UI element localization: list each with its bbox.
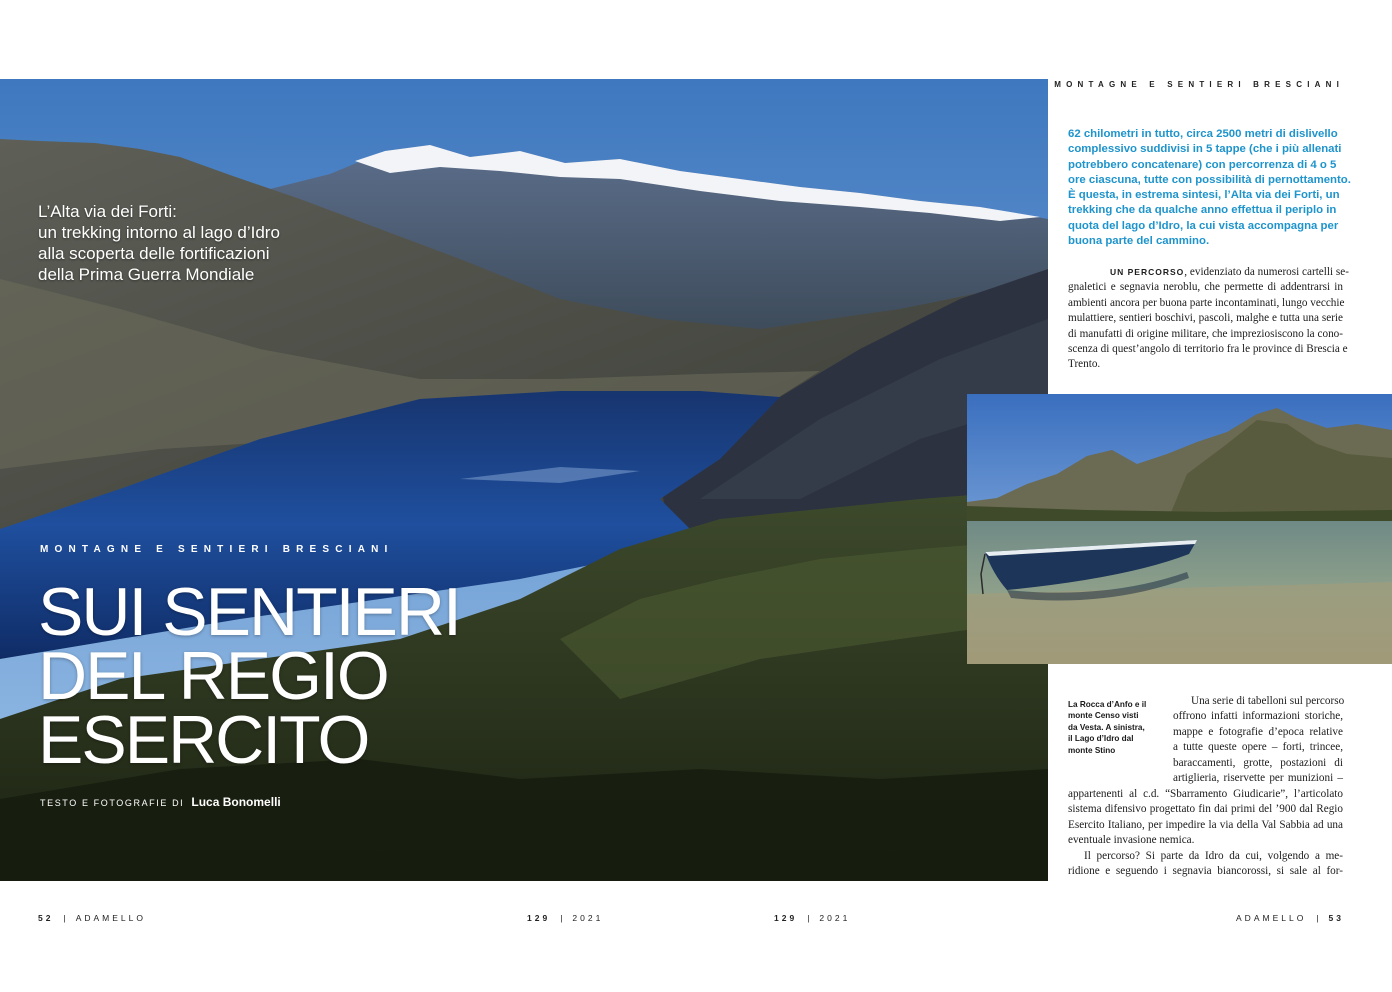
- body-line-rest: , evidenziato da numerosi cartelli se-: [1184, 266, 1349, 278]
- body-line: offrono infatti informazioni storiche,: [1173, 710, 1343, 723]
- lede-line: potrebbero concatenare) con percorrenza di 4 o 5: [1068, 158, 1337, 171]
- article-title: [38, 574, 460, 778]
- footer-right-issue: 129 | 2021: [774, 913, 851, 923]
- hero-intro-line: alla scoperta delle fortificazioni: [38, 244, 270, 263]
- magazine-name-left: ADAMELLO: [75, 913, 146, 923]
- body-line: mappe e fotografie d’epoca relative: [1173, 725, 1343, 738]
- footer-left-issue: 129 | 2021: [527, 913, 604, 923]
- paragraph-lead-in: UN PERCORSO: [1110, 267, 1185, 277]
- caption-line: monte Stino: [1068, 745, 1116, 755]
- caption-line: da Vesta. A sinistra,: [1068, 722, 1145, 732]
- credit-author: Luca Bonomelli: [191, 795, 281, 809]
- footer-left-page: 52 | ADAMELLO: [38, 913, 146, 923]
- lede-line: 62 chilometri in tutto, circa 2500 metri di dislivello: [1068, 128, 1338, 140]
- issue-year-right: 2021: [819, 913, 851, 923]
- body-line: Esercito Italiano, per impedire la via della Val Sabbia ad una: [1068, 818, 1343, 831]
- body-line: scenza di quest’angolo di territorio fra le province di Brescia e: [1068, 343, 1348, 356]
- body-line: eventuale invasione nemica.: [1068, 834, 1195, 847]
- body-paragraph-1: [1068, 265, 1349, 373]
- caption-line: La Rocca d’Anfo e il: [1068, 700, 1147, 709]
- lede-line: complessivo suddivisi in 5 tappe (che i più allenati: [1068, 143, 1342, 156]
- hero-intro-line: L’Alta via dei Forti:: [38, 202, 177, 221]
- inset-photo-image: [967, 394, 1392, 664]
- body-paragraph-2: [1173, 694, 1343, 786]
- body-line: mulattiere, sentieri boschivi, pascoli, malghe e tutta una serie: [1068, 312, 1343, 325]
- body-line: ridione e seguendo i segnavia biancorossi, si sale al for-: [1068, 865, 1343, 878]
- issue-year-left: 2021: [572, 913, 604, 923]
- section-kicker: MONTAGNE E SENTIERI BRESCIANI: [40, 544, 394, 555]
- body-line: Trento.: [1068, 358, 1101, 371]
- article-title-line: ESERCITO: [38, 702, 369, 778]
- hero-intro-line: un trekking intorno al lago d’Idro: [38, 223, 280, 242]
- caption-line: il Lago d’Idro dal: [1068, 734, 1134, 744]
- body-line: Una serie di tabelloni sul percorso: [1191, 695, 1345, 707]
- issue-number-left: 129: [527, 913, 551, 923]
- issue-number-right: 129: [774, 913, 798, 923]
- body-line: Il percorso? Si parte da Idro da cui, volgendo a me-: [1084, 849, 1343, 862]
- lede-line: buona parte del cammino.: [1068, 235, 1210, 248]
- caption-line: monte Censo visti: [1068, 711, 1139, 721]
- body-line: baraccamenti, grotte, postazioni di: [1173, 756, 1343, 769]
- lede-line: ore ciascuna, tutte con possibilità di pernottamento.: [1068, 173, 1351, 186]
- lede-line: trekking che da qualche anno effettua il periplo in: [1068, 204, 1337, 217]
- page-number-left: 52: [38, 913, 54, 923]
- article-lede: [1068, 127, 1351, 249]
- article-title-line: SUI SENTIERI: [38, 574, 460, 650]
- body-line: appartenenti al c.d. “Sbarramento Giudicarie”, l’articolato: [1068, 788, 1343, 800]
- body-line: artiglieria, riservette per munizioni –: [1173, 772, 1343, 785]
- body-line: sistema difensivo progettato fin dai primi del ’900 dal Regio: [1068, 803, 1343, 816]
- body-line: di manufatti di origine militare, che impreziosiscono la cono-: [1068, 327, 1343, 340]
- running-head: MONTAGNE E SENTIERI BRESCIANI: [1054, 80, 1344, 89]
- body-line: a tutte queste opere – forti, trincee,: [1173, 741, 1343, 754]
- article-title-line: DEL REGIO: [38, 638, 388, 714]
- photo-caption: [1068, 699, 1160, 756]
- body-line: gnaletici e segnavia neroblu, che permette di addentrarsi in: [1068, 281, 1343, 294]
- hero-intro-line: della Prima Guerra Mondiale: [38, 265, 255, 284]
- photo-credit: [40, 795, 281, 809]
- body-paragraph-2-continued: [1068, 787, 1343, 879]
- body-line: [1068, 265, 1349, 280]
- magazine-name-right: ADAMELLO: [1236, 913, 1307, 923]
- page-number-right: 53: [1328, 913, 1344, 923]
- body-line: ambienti ancora per buona parte incontaminati, lungo vecchie: [1068, 296, 1345, 309]
- lede-line: quota del lago d’Idro, la cui vista accompagna per: [1068, 219, 1339, 232]
- inset-photo-rowboat: [967, 394, 1392, 664]
- footer-right-page: ADAMELLO | 53: [1236, 913, 1344, 923]
- lede-line: È questa, in estrema sintesi, l’Alta via dei Forti, un: [1068, 189, 1340, 202]
- credit-prefix: TESTO E FOTOGRAFIE DI: [40, 798, 185, 808]
- hero-intro: [38, 201, 358, 285]
